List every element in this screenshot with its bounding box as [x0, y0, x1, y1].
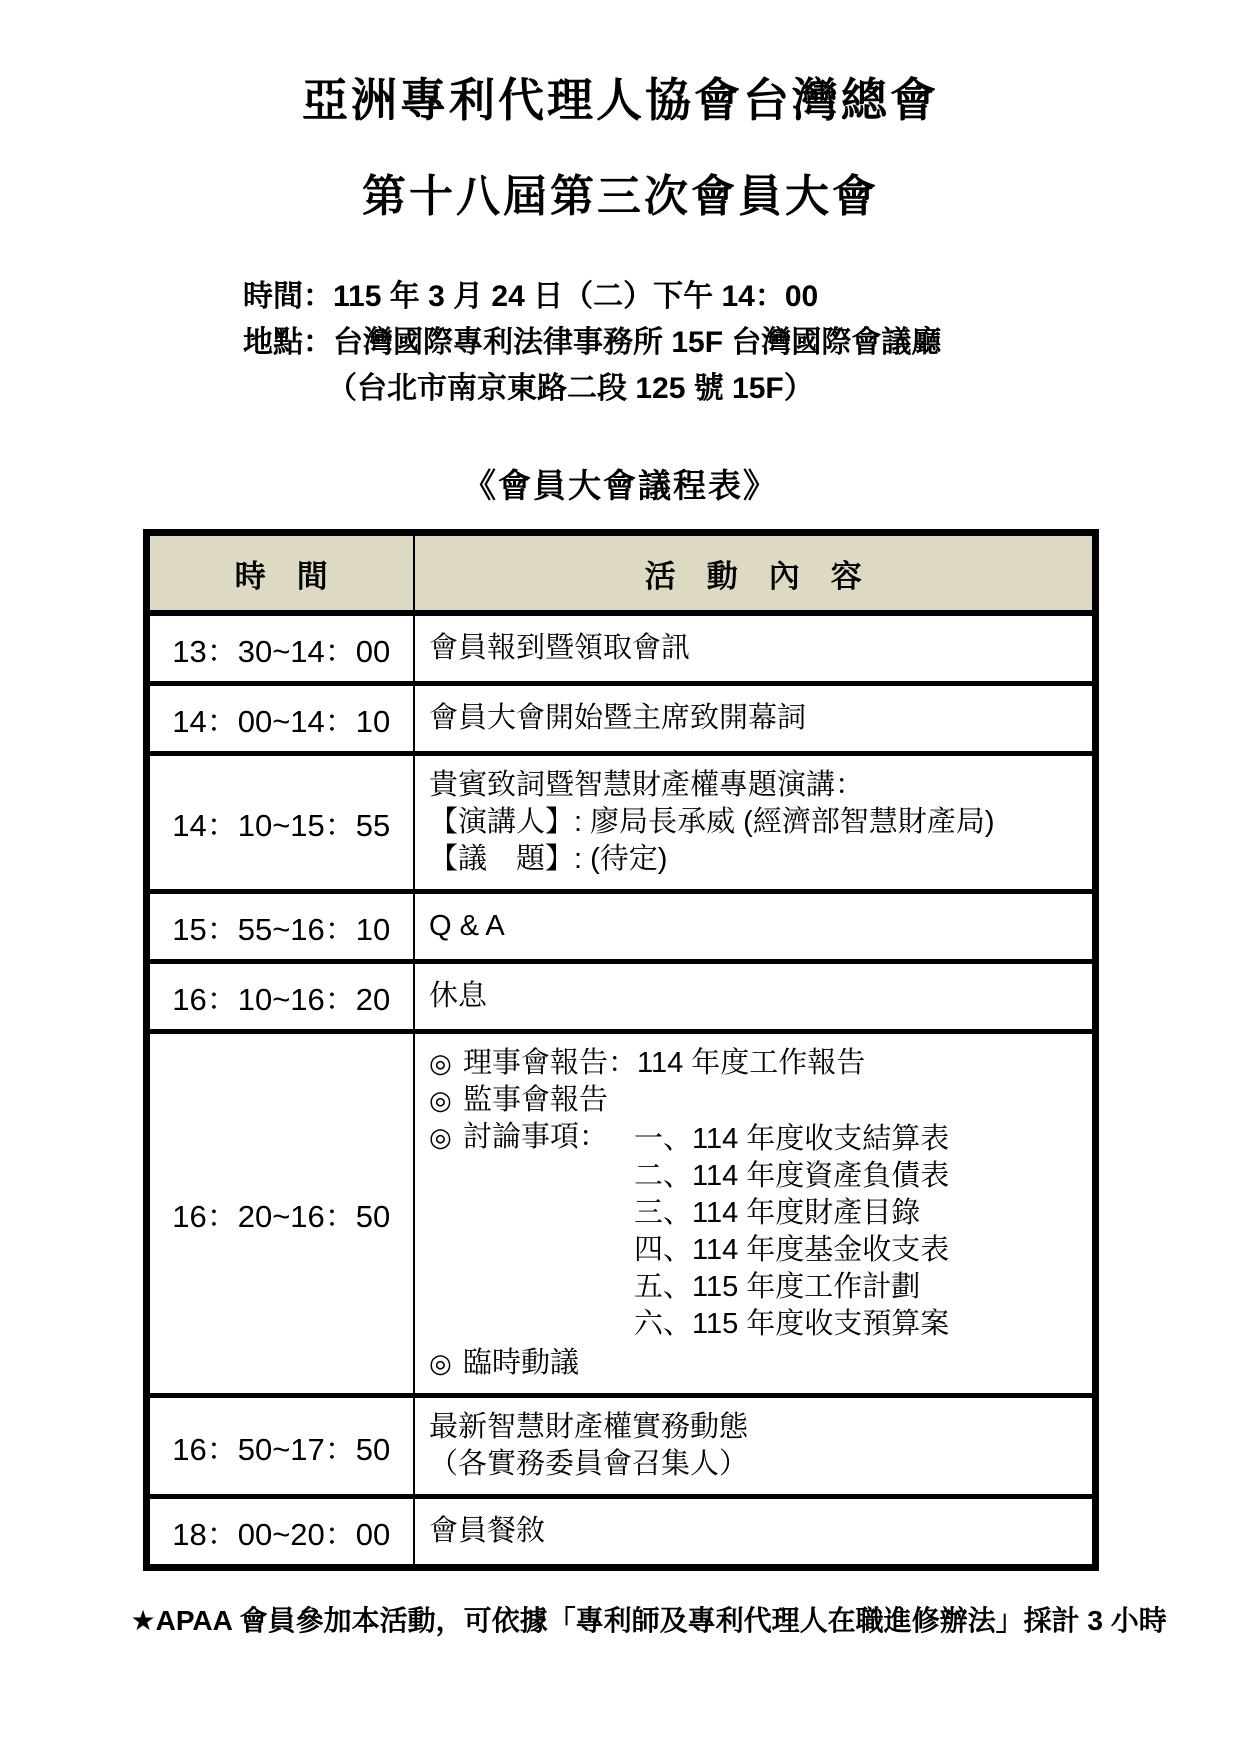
activity-line: 休息 [429, 980, 488, 1012]
column-header-activity: 活 動 內 容 [414, 533, 1095, 614]
agenda-header-row [146, 533, 1095, 614]
activity-subline: （各實務委員會召集人） [429, 1448, 749, 1480]
activity-line: 會員報到暨領取會訊 [429, 632, 691, 664]
discussion-line [429, 1120, 1086, 1344]
discussion-item: 五、115 年度工作計劃 [634, 1271, 921, 1303]
activity-line: 會員大會開始暨主席致開幕詞 [429, 702, 807, 734]
meeting-info [243, 274, 1241, 412]
row-activity [414, 684, 1095, 754]
agenda-row-reports [146, 1032, 1095, 1396]
meeting-time-value: 115 年 3 月 24 日（二）下午 14：00 [333, 280, 819, 313]
column-header-time: 時 間 [146, 533, 414, 614]
document-subtitle: 第十八屆第三次會員大會 [362, 172, 879, 221]
meeting-place-value: 台灣國際專利法律事務所 15F 台灣國際會議廳 [333, 326, 942, 359]
discussion-item: 二、114 年度資產負債表 [634, 1160, 950, 1192]
topic-line: 【議 題】: (待定) [429, 843, 668, 875]
discussion-label: 討論事項： [463, 1121, 609, 1153]
row-time: 18：00~20：00 [146, 1497, 414, 1568]
footnote [130, 1599, 1167, 1639]
row-time: 16：20~16：50 [146, 1032, 414, 1396]
row-time: 13：30~14：00 [146, 613, 414, 684]
agenda-row-opening [146, 684, 1095, 754]
discussion-item: 四、114 年度基金收支表 [634, 1234, 950, 1266]
row-activity [414, 1497, 1095, 1568]
activity-line: 會員餐敘 [429, 1515, 546, 1547]
agenda-row-practice-update [146, 1396, 1095, 1497]
agenda-row-registration [146, 613, 1095, 684]
meeting-time-line [243, 274, 1241, 320]
row-activity [414, 892, 1095, 962]
document-title: 亞洲專利代理人協會台灣總會 [302, 74, 939, 126]
activity-line: 最新智慧財產權實務動態 [429, 1411, 749, 1443]
supervisor-report-text: 監事會報告 [463, 1084, 609, 1116]
extempore-motion-line [429, 1346, 1086, 1381]
row-time: 14：10~15：55 [146, 754, 414, 892]
activity-line: Q & A [429, 910, 505, 942]
star-icon: ★ [130, 1605, 156, 1636]
double-circle-bullet-icon: ◎ [429, 1085, 452, 1115]
row-activity [414, 1396, 1095, 1497]
agenda-row-qa [146, 892, 1095, 962]
footnote-text: APAA 會員參加本活動，可依據「專利師及專利代理人在職進修辦法」採計 3 小時 [155, 1605, 1167, 1636]
discussion-item-list [634, 1120, 949, 1344]
board-report-text: 理事會報告：114 年度工作報告 [463, 1047, 866, 1079]
discussion-item: 六、115 年度收支預算案 [634, 1308, 950, 1340]
row-activity [414, 1032, 1095, 1396]
double-circle-bullet-icon: ◎ [429, 1348, 452, 1378]
discussion-item: 一、114 年度收支結算表 [634, 1123, 950, 1155]
row-activity [414, 962, 1095, 1032]
agenda-table [143, 529, 1099, 1571]
row-time: 14：00~14：10 [146, 684, 414, 754]
agenda-row-keynote [146, 754, 1095, 892]
row-time: 16：10~16：20 [146, 962, 414, 1032]
meeting-place-line [243, 320, 1241, 366]
board-report-line [429, 1046, 1086, 1081]
double-circle-bullet-icon: ◎ [429, 1122, 452, 1152]
discussion-item: 三、114 年度財產目錄 [634, 1197, 921, 1229]
row-time: 16：50~17：50 [146, 1396, 414, 1497]
meeting-time-label: 時間： [243, 280, 333, 313]
double-circle-bullet-icon: ◎ [429, 1048, 452, 1078]
meeting-place-address: （台北市南京東路二段 125 號 15F） [327, 372, 814, 405]
speaker-line: 【演講人】: 廖局長承威 (經濟部智慧財產局) [429, 806, 995, 838]
supervisor-report-line [429, 1083, 1086, 1118]
row-activity [414, 613, 1095, 684]
agenda-row-break [146, 962, 1095, 1032]
meeting-place-label: 地點： [243, 326, 333, 359]
agenda-row-dinner [146, 1497, 1095, 1568]
extempore-motion-text: 臨時動議 [463, 1347, 580, 1379]
activity-line: 貴賓致詞暨智慧財產權專題演講： [429, 769, 865, 801]
agenda-table-heading: 《會員大會議程表》 [463, 467, 778, 504]
row-activity [414, 754, 1095, 892]
row-time: 15：55~16：10 [146, 892, 414, 962]
